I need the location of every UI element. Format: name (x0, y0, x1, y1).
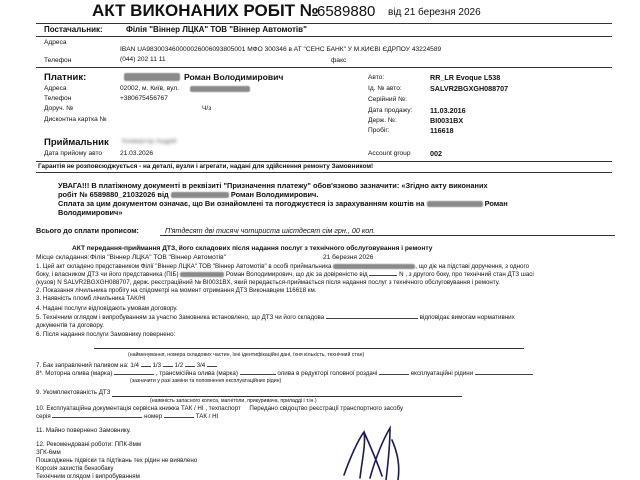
act-p12-b: ЗГК-6мм (36, 449, 61, 456)
act-p1-d: Роман Володимирович, що діє за довіреністю від (226, 271, 368, 278)
proxy-date-blank (369, 275, 397, 276)
plate-label: Держ. №: (368, 117, 397, 124)
fuel-1-3: 1/3 (152, 362, 162, 369)
act-p10-line1 (36, 405, 403, 412)
supplier-address-label: Адреса (44, 39, 67, 46)
notice-line-1: УВАГА!!! В платіжному документі в реквізиті "Призначення платежу" обов'язково зазначити: «Згідно акту виконаних (58, 181, 488, 190)
act-p1-line3: (кузов) N SALVR2BGXGH088707, держ. реєстраційний № BI0031BX, який передається-приймається після надання послуг з технічного обслуговування і ремонту. (36, 279, 500, 286)
act-p7 (36, 362, 217, 369)
notice-line-3-end: Роман (484, 199, 508, 208)
act-p12-c: Пошкоджень підвіски та підтікань тех рідин не виявлено (36, 457, 198, 464)
power-of-attorney-label: Доруч. № (44, 105, 74, 112)
act-place: Філія "Віннер ЛЦКА" ТОВ "Віннер Автомотів" (90, 254, 226, 261)
power-of-attorney-value: Ч/з (202, 105, 212, 112)
notice-line-2 (58, 190, 318, 199)
act-p5-c: документів та договору. (36, 322, 104, 329)
act-p12-e: Технічним оглядом і випробуванням (36, 473, 140, 480)
yes-no-label: ТАК / НІ (195, 413, 219, 420)
act-p1-line2 (36, 271, 534, 278)
notice-line-3 (58, 199, 508, 208)
act-p6-note: (найменування, номера складових частин, їхні ідентифікаційні дані, їхня кількість, технічний стан) (128, 352, 365, 358)
component-blank (326, 318, 418, 319)
supplier-label: Постачальник: (44, 25, 103, 34)
supplier-phone: (044) 202 11 11 (120, 56, 166, 63)
account-group-value: 002 (430, 149, 442, 158)
account-group-label: Account group (368, 150, 411, 157)
registration-label: Передано свідоцтво реєстрації транспортного засобу (249, 405, 404, 412)
act-p9-note: (наявність запасного колеса, магнітоли, прикуривача, приладді і т.ін.) (150, 398, 317, 404)
auto-value: RR_LR Evoque L538 (430, 73, 501, 82)
act-p1-line1 (36, 263, 529, 270)
number-label: номер (144, 413, 163, 420)
payer-address-label: Адреса (44, 85, 67, 92)
act-p4: 4. Надані послуги відповідають умовам договору. (36, 305, 178, 312)
notice-line-2-start: робіт № 6589880_21032026 від (58, 190, 169, 199)
tech-passport-label: , техпаспорт (205, 405, 241, 412)
total-value: П'ятдесят дві тисячі чотириста шістдесят сім грн., 00 коп. (165, 226, 376, 235)
act-p8 (36, 370, 533, 377)
act-p9: 9. Укомплектованість ДТЗ (36, 389, 111, 396)
document-number: 6589880 (317, 3, 376, 20)
payer-label: Платник: (44, 72, 87, 83)
fuel-1-2: 1/2 (174, 362, 184, 369)
document-date: від 21 березня 2026 (388, 7, 481, 18)
receiver-date: 21.03.2026 (120, 150, 154, 157)
warranty-note: Гарантія не розповсюджується - на деталі, вузли і агрегати, надані для здійснення ремонту Замовником! (38, 163, 374, 170)
act-p1-a: 1. Цей акт складено представником Філії "Віннер ЛЦКА" ТОВ "Віннер Автомотів" в особі приймальника (36, 263, 332, 270)
act-p1-c: боку, і власником ДТЗ чи його представника (ПІБ) (36, 271, 179, 278)
redacted-receiver (333, 264, 415, 269)
supplier-name: Філія "Віннер ЛЦКА" ТОВ "Віннер Автомотів" (126, 25, 307, 34)
vin-value: SALVR2BGXGH088707 (430, 84, 509, 93)
document-title: АКТ ВИКОНАНИХ РОБІТ № (92, 1, 319, 20)
motor-oil-label: 8*. Моторна олива (марка) (36, 370, 113, 377)
redacted-street (190, 86, 250, 92)
mileage-label: Пробіг: (368, 127, 390, 134)
payer-phone: +380675456767 (120, 95, 168, 102)
reducer-oil-label: олива в редукторі головної роздачі (277, 370, 378, 377)
receiver-name: Конвертор Андрій (122, 138, 177, 145)
supplier-fax-label: факс (331, 57, 347, 64)
series-label: серія (36, 413, 51, 420)
act-p6: 6. Після надання послуги Замовнику повернено: (36, 331, 176, 338)
act-p11: 11. Майно повернено Замовнику. (36, 427, 131, 434)
notice-line-2-end: Роман Володимирович. (230, 190, 319, 199)
payer-phone-label: Телефон (44, 95, 72, 102)
act-p2: 2. Показання лічильника пробігу на спідометрі на момент отримання ДТЗ Виконавцем 116618 км. (36, 287, 317, 294)
redacted-name-notice (171, 192, 229, 198)
act-p12-d: Корозія захистів бензобаку (36, 465, 114, 472)
plate-value: BI0031BX (430, 116, 464, 125)
sale-date-value: 11.03.2016 (430, 106, 466, 115)
fuel-label: 7. Бак заправлений паливом на: (36, 362, 129, 369)
redacted-owner (180, 272, 224, 277)
payer-name: Роман Володимирович (184, 72, 284, 82)
act-p10-line2 (36, 413, 218, 420)
fluids-label: експлуатаційні рідини (410, 370, 474, 377)
auto-label: Авто: (368, 74, 385, 81)
act-p8-note: (зазначити у разі заміни та поповнення експлуатаційних рідин) (130, 378, 282, 384)
signature (340, 420, 420, 480)
act-p12: 12. Рекомендовані роботи: ППК-8мм (36, 441, 142, 448)
act-p5-line1 (36, 314, 515, 321)
receiver-date-label: Дата прийому авто (44, 150, 103, 157)
supplier-phone-label: Телефон (44, 57, 72, 64)
receiver-label: Приймальник (44, 137, 109, 148)
act-p1-b: , що діє на підставі доручення, з одного (415, 263, 530, 270)
total-label: Всього до сплати прописом: (36, 226, 139, 235)
redacted-surname (124, 73, 180, 81)
act-p1-e: N , з другого боку, про технічний стан ДТЗ шасі (399, 271, 534, 278)
act-title: АКТ передання-приймання ДТЗ, його складових після надання послуг з технічного обслуговування і ремонту (72, 245, 433, 252)
fuel-1-4: 1/4 (130, 362, 139, 369)
supplier-bank: IBAN UA983003460000026006093805001 МФО 300346 в АТ "СЕНС БАНК" У М.КИЄВІ ЄДРПОУ 43224589 (120, 46, 442, 53)
notice-line-4: Володимирович» (58, 208, 123, 217)
act-p5-a: 5. Технічним оглядом і випробуванням за участю Замовника встановлено, що ДТЗ чи його складова (36, 314, 325, 321)
vin-label: Ід. № авто: (368, 85, 402, 92)
notice-line-3-start: Сплата за цим документом означає, що Ви ознайомлені та погоджуєтеся із зарахуванням коштів на (58, 199, 425, 208)
transmission-oil-label: , трансмісійна олива (марка) (155, 370, 238, 377)
act-place-date: 21 березня 2026 (323, 254, 374, 261)
payer-address: 02002, м. Київ, вул. (120, 85, 179, 92)
act-p5-b: відповідає вимогам нормативних (419, 314, 515, 321)
sale-date-label: Дата продажу: (368, 107, 413, 114)
mileage-value: 116618 (430, 126, 454, 135)
act-p3: 3. Наявність пломб лічильника ТАК/НІ (36, 295, 146, 302)
discount-card-label: Дисконтна картка № (44, 116, 107, 123)
service-book-label: 10. Експлуатаційна документація сервісна книжка ТАК / НІ (36, 405, 204, 412)
serial-label: Серійний №: (368, 96, 407, 103)
fuel-3-4: 3/4 (196, 362, 206, 369)
act-place-label: Місце складання: (36, 254, 90, 261)
redacted-name-notice-2 (427, 201, 483, 207)
